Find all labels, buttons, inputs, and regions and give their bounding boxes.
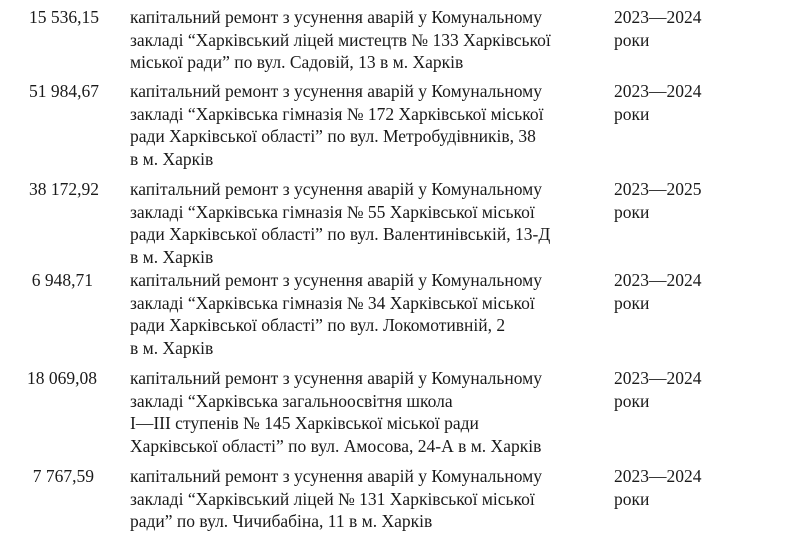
period-unit: роки [614, 29, 650, 50]
description-line: ради Харківської області” по вул. Метробудівників, 38 [130, 126, 536, 146]
period-years: 2023—2024 [614, 81, 702, 101]
period-years: 2023—2024 [614, 7, 702, 27]
description-line: закладі “Харківський ліцей № 131 Харківської міської [130, 488, 535, 509]
period-cell [614, 269, 754, 314]
description-line: ради” по вул. Чичибабіна, 11 в м. Харків [130, 511, 433, 531]
description-cell [130, 178, 610, 268]
description-cell [130, 6, 610, 74]
description-line: закладі “Харківська гімназія № 34 Харківської міської [130, 292, 535, 313]
description-line: ради Харківської області” по вул. Валентинівській, 13-Д [130, 224, 551, 244]
amount-cell: 7 767,59 [32, 466, 94, 486]
description-cell [130, 367, 610, 457]
description-line: Харківської області” по вул. Амосова, 24-А в м. Харків [130, 435, 542, 456]
description-line: закладі “Харківський ліцей мистецтв № 133 Харківської [130, 29, 551, 50]
period-unit: роки [614, 488, 650, 509]
amount-cell: 38 172,92 [29, 179, 99, 199]
period-cell [614, 80, 754, 125]
period-unit: роки [614, 201, 650, 222]
period-years: 2023—2024 [614, 270, 702, 290]
period-unit: роки [614, 390, 650, 411]
description-line: капітальний ремонт з усунення аварій у Комунальному [130, 368, 543, 388]
period-cell [614, 178, 754, 223]
period-years: 2023—2024 [614, 368, 702, 388]
description-line: ради Харківської області” по вул. Локомотивній, 2 [130, 315, 506, 335]
description-line: в м. Харків [130, 246, 214, 267]
amount-cell: 15 536,15 [29, 7, 99, 27]
description-cell [130, 80, 610, 170]
amount-cell: 51 984,67 [29, 81, 99, 101]
description-line: закладі “Харківська гімназія № 172 Харківської міської [130, 103, 544, 124]
period-cell [614, 6, 754, 51]
description-line: капітальний ремонт з усунення аварій у Комунальному [130, 179, 543, 199]
period-cell [614, 465, 754, 510]
period-years: 2023—2024 [614, 466, 702, 486]
description-line: міської ради” по вул. Садовій, 13 в м. Харків [130, 52, 464, 72]
period-years: 2023—2025 [614, 179, 702, 199]
description-line: капітальний ремонт з усунення аварій у Комунальному [130, 81, 543, 101]
amount-cell: 6 948,71 [31, 270, 93, 290]
description-line: закладі “Харківська гімназія № 55 Харківської міської [130, 201, 535, 222]
period-cell [614, 367, 754, 412]
amount-cell: 18 069,08 [27, 368, 97, 388]
description-line: капітальний ремонт з усунення аварій у Комунальному [130, 7, 543, 27]
description-line: капітальний ремонт з усунення аварій у Комунальному [130, 466, 543, 486]
description-cell [130, 465, 610, 533]
description-cell [130, 269, 610, 359]
description-line: в м. Харків [130, 337, 214, 358]
description-line: закладі “Харківська загальноосвітня школа [130, 390, 453, 411]
description-line: I—III ступенів № 145 Харківської міської ради [130, 413, 479, 433]
period-unit: роки [614, 292, 650, 313]
period-unit: роки [614, 103, 650, 124]
description-line: в м. Харків [130, 148, 214, 169]
description-line: капітальний ремонт з усунення аварій у Комунальному [130, 270, 543, 290]
